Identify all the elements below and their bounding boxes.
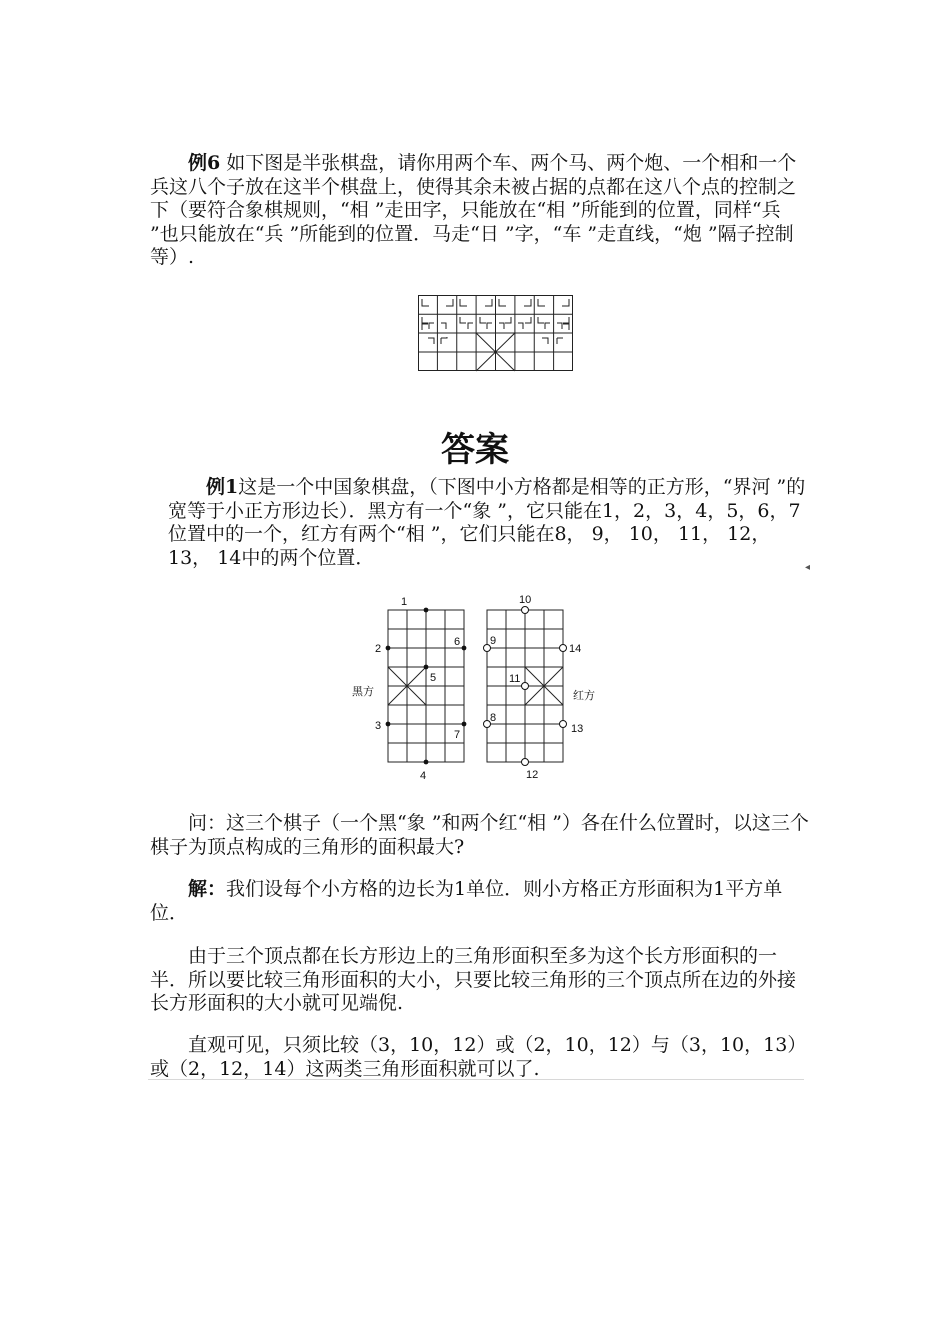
- solution-label: 解：: [188, 878, 227, 900]
- solution-text: 我们设每个小方格的边长为1单位．则小方格正方形面积为1平方单位．: [150, 878, 783, 924]
- question-text: 问：这三个棋子（一个黑“象 ”和两个红“相 ”）各在什么位置时，以这三个棋子为顶点构成的三角形的面积最大?: [150, 812, 809, 858]
- label-14: 14: [569, 643, 582, 655]
- question-paragraph: [150, 812, 810, 859]
- point-10-marker: [522, 607, 529, 614]
- label-5: 5: [430, 672, 437, 684]
- red-side-label: 红方: [573, 689, 595, 702]
- point-7-marker: [462, 722, 467, 727]
- point-11-marker: [522, 683, 529, 690]
- label-1: 1: [401, 596, 408, 608]
- compare-paragraph: [150, 1034, 810, 1081]
- label-13: 13: [571, 723, 584, 735]
- answer-title: 答案: [441, 430, 509, 470]
- point-2-marker: [386, 646, 391, 651]
- example1-paragraph: [168, 476, 818, 570]
- half-chessboard-figure: [418, 295, 574, 373]
- label-2: 2: [375, 643, 382, 655]
- reason-text: 由于三个顶点都在长方形边上的三角形面积至多为这个长方形面积的一半．所以要比较三角形面积的大小，只要比较三角形的三个顶点所在边的外接长方形面积的大小就可见端倪.: [150, 945, 797, 1014]
- example6-label: 例6: [188, 152, 221, 174]
- label-11: 11: [509, 673, 521, 685]
- black-side-label: 黑方: [352, 685, 374, 698]
- example6-paragraph: [150, 152, 810, 270]
- bottom-divider: [148, 1079, 804, 1080]
- compare-text: 直观可见，只须比较（3，10，12）或（2，10，12）与（3，10，13）或（2，12，14）这两类三角形面积就可以了.: [150, 1034, 807, 1080]
- point-6-marker: [462, 646, 467, 651]
- point-13-marker: [560, 721, 567, 728]
- label-8: 8: [490, 712, 497, 724]
- solution-paragraph: [150, 878, 810, 925]
- label-10: 10: [519, 594, 532, 606]
- example6-text: 如下图是半张棋盘，请你用两个车、两个马、两个炮、一个相和一个兵这八个子放在这半个棋盘上，使得其余未被占据的点都在这八个点的控制之下（要符合象棋规则，“相 ”走田字，只能放在“相 ”所能到的位置，同样“兵 ”也只能放在“兵 ”所能到的位置．马走“日 ”字，“车 ”走直线，“炮 ”隔子控制等）.: [150, 152, 797, 268]
- stray-mark: ◂: [805, 562, 811, 573]
- label-4: 4: [420, 770, 427, 782]
- label-12: 12: [526, 769, 539, 781]
- label-3: 3: [375, 720, 382, 732]
- example1-label: 例1: [206, 476, 239, 498]
- label-6: 6: [454, 636, 461, 648]
- label-9: 9: [490, 635, 497, 647]
- point-5-marker: [424, 665, 429, 670]
- full-chessboard-figure: [340, 590, 610, 785]
- point-4-marker: [424, 760, 429, 765]
- reason-paragraph: [150, 945, 810, 1016]
- point-1-marker: [424, 608, 429, 613]
- point-3-marker: [386, 722, 391, 727]
- point-14-marker: [560, 645, 567, 652]
- point-12-marker: [522, 759, 529, 766]
- label-7: 7: [454, 729, 461, 741]
- example1-text: 这是一个中国象棋盘，（下图中小方格都是相等的正方形，“界河 ”的宽等于小正方形边长）．黑方有一个“象 ”，它只能在1，2，3，4，5，6，7位置中的一个，红方有两个“相 ”，它们只能在8， 9， 10， 11， 12， 13， 14中的两个位置．: [168, 476, 806, 569]
